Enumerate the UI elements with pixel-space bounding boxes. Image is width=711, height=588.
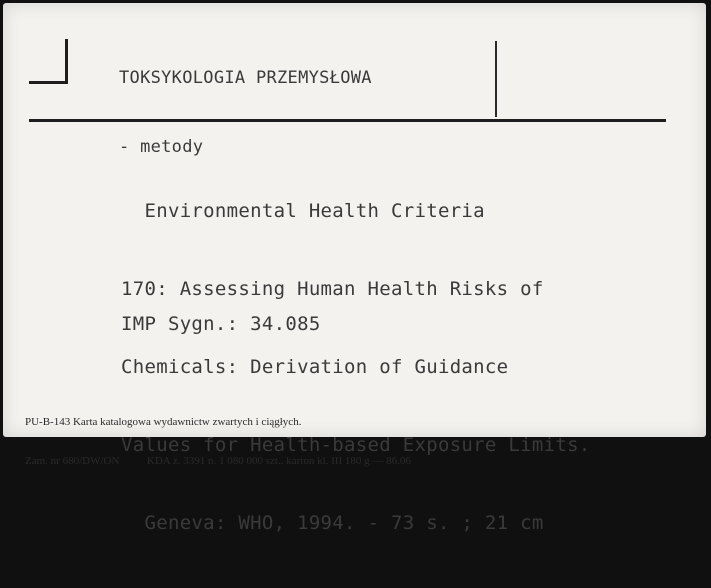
vertical-rule — [495, 41, 497, 117]
subject-line-1: TOKSYKOLOGIA PRZEMYSŁOWA — [119, 68, 372, 88]
card-footer — [25, 390, 411, 494]
entry-line-5: Geneva: WHO, 1994. - 73 s. ; 21 cm — [121, 512, 544, 534]
corner-mark-horizontal — [29, 81, 68, 84]
catalog-card — [3, 3, 706, 534]
entry-line-1: Environmental Health Criteria — [121, 200, 485, 222]
entry-line-3: Chemicals: Derivation of Guidance — [121, 356, 509, 378]
entry-line-4: Values for Health-based Exposure Limits. — [121, 434, 591, 456]
entry-line-2: 170: Assessing Human Health Risks of — [121, 278, 544, 300]
horizontal-rule — [29, 119, 666, 122]
call-number: IMP Sygn.: 34.085 — [121, 313, 321, 335]
subject-line-2: - metody — [119, 137, 204, 157]
bibliographic-entry — [121, 146, 591, 588]
footer-line-2: Zam. nr 680/DW/ON KDA z. 3391 n. 1 080 000 szt.. karton kl. III 180 g — 86.06 — [25, 455, 411, 467]
corner-mark-vertical — [65, 39, 68, 83]
footer-line-1: PU-B-143 Karta katalogowa wydawnictw zwartych i ciągłych. — [25, 416, 302, 428]
